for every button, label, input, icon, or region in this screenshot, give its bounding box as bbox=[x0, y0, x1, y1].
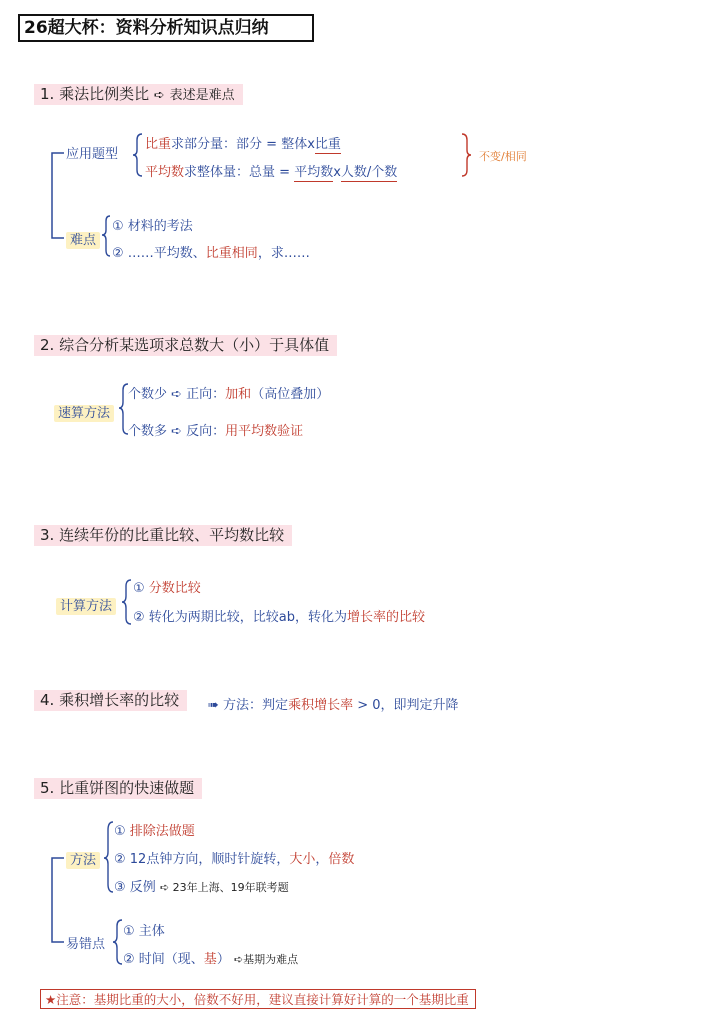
s1-formula-share: 比重求部分量：部分 = 整体x比重 bbox=[145, 137, 341, 152]
s3-row-fraction: ① 分数比较 bbox=[133, 581, 201, 596]
section-2-heading: 2. 综合分析某选项求总数大（小）于具体值 bbox=[34, 335, 337, 356]
s1-group-label-application: 应用题型 bbox=[66, 147, 119, 162]
s1-group-label-difficulty: 难点 bbox=[66, 229, 100, 248]
section-5-heading: 5. 比重饼图的快速做题 bbox=[34, 778, 202, 799]
section-1-heading: 1. 乘法比例类比 ➪ 表述是难点 bbox=[34, 84, 243, 105]
star-icon: ★ bbox=[45, 992, 57, 1007]
s1-side-note: 不变/相同 bbox=[479, 150, 527, 163]
s5-label-pitfalls: 易错点 bbox=[66, 937, 106, 952]
s1-formula-average: 平均数求整体量：总量 = 平均数x人数/个数 bbox=[145, 165, 398, 180]
s1-difficulty-item-1: ① 材料的考法 bbox=[112, 219, 193, 234]
page-title: 26超大杯：资料分析知识点归纳 bbox=[18, 14, 314, 42]
s5-method-item-1: ① 排除法做题 bbox=[114, 824, 195, 839]
s3-row-two-period: ② 转化为两期比较，比较ab，转化为增长率的比较 bbox=[133, 610, 426, 625]
s5-pitfall-item-2: ② 时间（现、基） ➪基期为难点 bbox=[123, 952, 299, 967]
bottom-note: ★注意：基期比重的大小，倍数不好用，建议直接计算好计算的一个基期比重 bbox=[40, 989, 476, 1009]
s2-row-many-items: 个数多 ➪ 反向：用平均数验证 bbox=[128, 424, 304, 439]
s4-method: ➠ 方法：判定乘积增长率 > 0，即判定升降 bbox=[208, 698, 459, 713]
s3-label-calc-method: 计算方法 bbox=[56, 595, 116, 614]
section-3-heading: 3. 连续年份的比重比较、平均数比较 bbox=[34, 525, 292, 546]
section-4-heading: 4. 乘积增长率的比较 bbox=[34, 690, 187, 711]
s1-difficulty-item-2: ② ……平均数、比重相同，求…… bbox=[112, 246, 310, 261]
s5-method-item-3: ③ 反例 ➪ 23年上海、19年联考题 bbox=[114, 880, 289, 895]
s2-label-quick-calc: 速算方法 bbox=[54, 402, 114, 421]
s5-method-item-2: ② 12点钟方向，顺时针旋转，大小，倍数 bbox=[114, 852, 355, 867]
s2-row-few-items: 个数少 ➪ 正向：加和（高位叠加） bbox=[128, 387, 330, 402]
s5-pitfall-item-1: ① 主体 bbox=[123, 924, 165, 939]
s5-label-method: 方法 bbox=[66, 849, 100, 868]
